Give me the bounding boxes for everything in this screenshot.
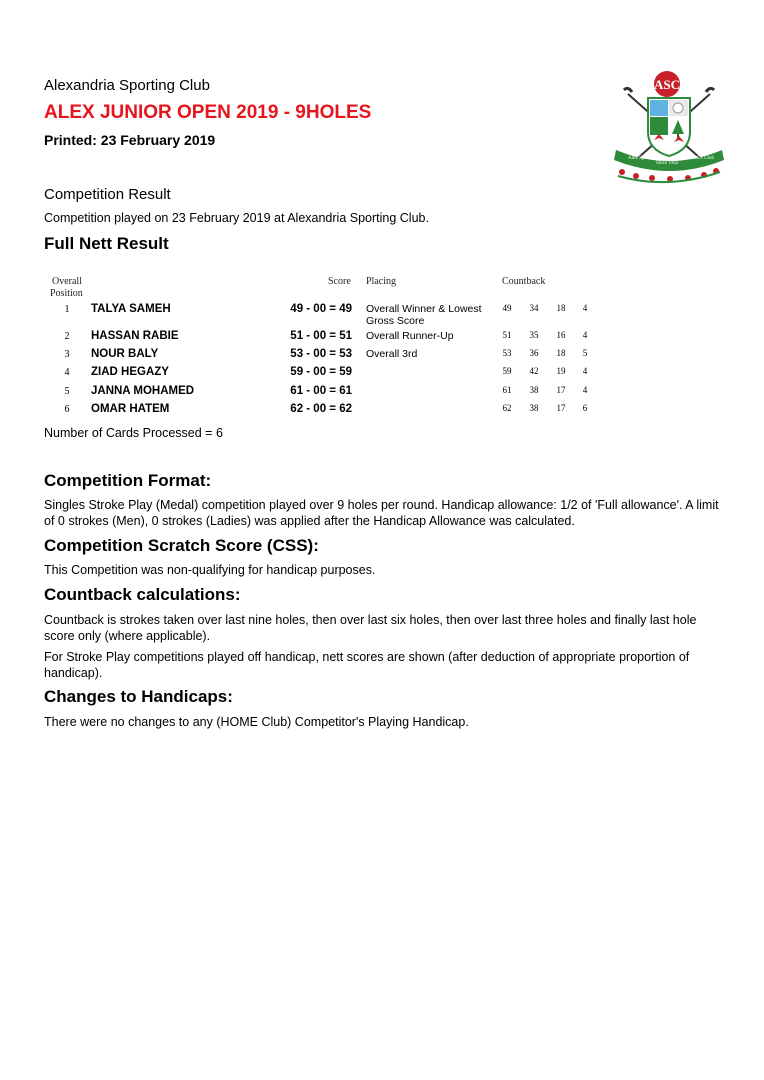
row-position: 3 <box>64 349 70 360</box>
row-countback-3: 16 <box>556 330 566 340</box>
row-countback-1: 5 <box>582 348 588 358</box>
row-countback-3: 17 <box>556 403 566 413</box>
row-score: 53 - 00 = 53 <box>290 348 352 360</box>
col-overall: Overall <box>52 276 82 287</box>
row-countback-6: 38 <box>529 385 539 395</box>
full-nett-result-heading: Full Nett Result <box>44 234 169 253</box>
row-countback-6: 42 <box>529 366 539 376</box>
club-name: Alexandria Sporting Club <box>44 77 210 94</box>
row-placing: Overall Winner & Lowest Gross Score <box>366 303 482 327</box>
row-position: 4 <box>64 367 70 378</box>
row-countback-1: 4 <box>582 303 588 313</box>
row-countback-6: 35 <box>529 330 539 340</box>
row-countback-9: 59 <box>502 366 512 376</box>
row-name: TALYA SAMEH <box>91 303 171 315</box>
row-countback-9: 61 <box>502 385 512 395</box>
club-logo <box>610 68 728 186</box>
logo-ribbon-left: Alex Sporting <box>628 156 657 161</box>
logo-ribbon-mid: Since 1962 <box>656 161 679 166</box>
handicaps-text: There were no changes to any (HOME Club) Competitor's Playing Handicap. <box>44 715 469 729</box>
row-name: OMAR HATEM <box>91 403 170 415</box>
row-countback-9: 51 <box>502 330 512 340</box>
row-countback-3: 18 <box>556 348 566 358</box>
competition-played-text: Competition played on 23 February 2019 at Alexandria Sporting Club. <box>44 211 429 225</box>
row-score: 62 - 00 = 62 <box>290 403 352 415</box>
col-countback: Countback <box>502 276 546 287</box>
table-row <box>0 365 764 383</box>
row-name: ZIAD HEGAZY <box>91 366 169 378</box>
competition-result-heading: Competition Result <box>44 186 171 203</box>
row-placing: Overall Runner-Up <box>366 330 454 342</box>
row-countback-6: 38 <box>529 403 539 413</box>
logo-initials: ASC <box>653 77 681 92</box>
row-position: 1 <box>64 304 70 315</box>
css-text: This Competition was non-qualifying for handicap purposes. <box>44 563 376 577</box>
row-countback-3: 19 <box>556 366 566 376</box>
format-heading: Competition Format: <box>44 471 212 490</box>
row-name: NOUR BALY <box>91 348 159 360</box>
row-countback-1: 4 <box>582 330 588 340</box>
table-row <box>0 347 764 365</box>
countback-heading: Countback calculations: <box>44 585 241 604</box>
row-countback-6: 36 <box>529 348 539 358</box>
row-score: 51 - 00 = 51 <box>290 330 352 342</box>
table-row <box>0 329 764 347</box>
row-countback-1: 4 <box>582 385 588 395</box>
row-countback-6: 34 <box>529 303 539 313</box>
row-countback-3: 18 <box>556 303 566 313</box>
col-position: Position <box>50 288 83 299</box>
printed-date: Printed: 23 February 2019 <box>44 132 216 148</box>
row-position: 2 <box>64 331 70 342</box>
row-position: 6 <box>64 404 70 415</box>
row-countback-9: 62 <box>502 403 512 413</box>
row-countback-1: 4 <box>582 366 588 376</box>
row-name: HASSAN RABIE <box>91 330 179 342</box>
row-countback-3: 17 <box>556 385 566 395</box>
handicaps-heading: Changes to Handicaps: <box>44 687 233 706</box>
format-text: Singles Stroke Play (Medal) competition played over 9 holes per round. Handicap allowance: 1/2 of 'Full allowance'. A limit of 0 strokes (Men), 0 strokes (Ladies) was applied after the Handicap Allowance was calculated. <box>44 498 719 528</box>
table-row <box>0 384 764 402</box>
countback-text-2: For Stroke Play competitions played off handicap, nett scores are shown (after deduction of appropriate proportion of handicap). <box>44 650 690 680</box>
cards-processed: Number of Cards Processed = 6 <box>44 426 223 440</box>
col-score: Score <box>328 276 351 287</box>
logo-ribbon-right: GOLF Club <box>690 156 715 161</box>
table-row <box>0 302 764 327</box>
table-row <box>0 402 764 420</box>
row-position: 5 <box>64 386 70 397</box>
row-placing: Overall 3rd <box>366 348 418 360</box>
row-score: 59 - 00 = 59 <box>290 366 352 378</box>
row-name: JANNA MOHAMED <box>91 385 195 397</box>
row-score: 61 - 00 = 61 <box>290 385 352 397</box>
row-countback-1: 6 <box>582 403 588 413</box>
css-heading: Competition Scratch Score (CSS): <box>44 536 319 555</box>
row-countback-9: 53 <box>502 348 512 358</box>
countback-text-1: Countback is strokes taken over last nine holes, then over last six holes, then over last three holes and finally last hole score only (where applicable). <box>44 613 697 643</box>
row-countback-9: 49 <box>502 303 512 313</box>
row-score: 49 - 00 = 49 <box>290 303 352 315</box>
col-placing: Placing <box>366 276 396 287</box>
page-title: ALEX JUNIOR OPEN 2019 - 9HOLES <box>44 102 372 123</box>
